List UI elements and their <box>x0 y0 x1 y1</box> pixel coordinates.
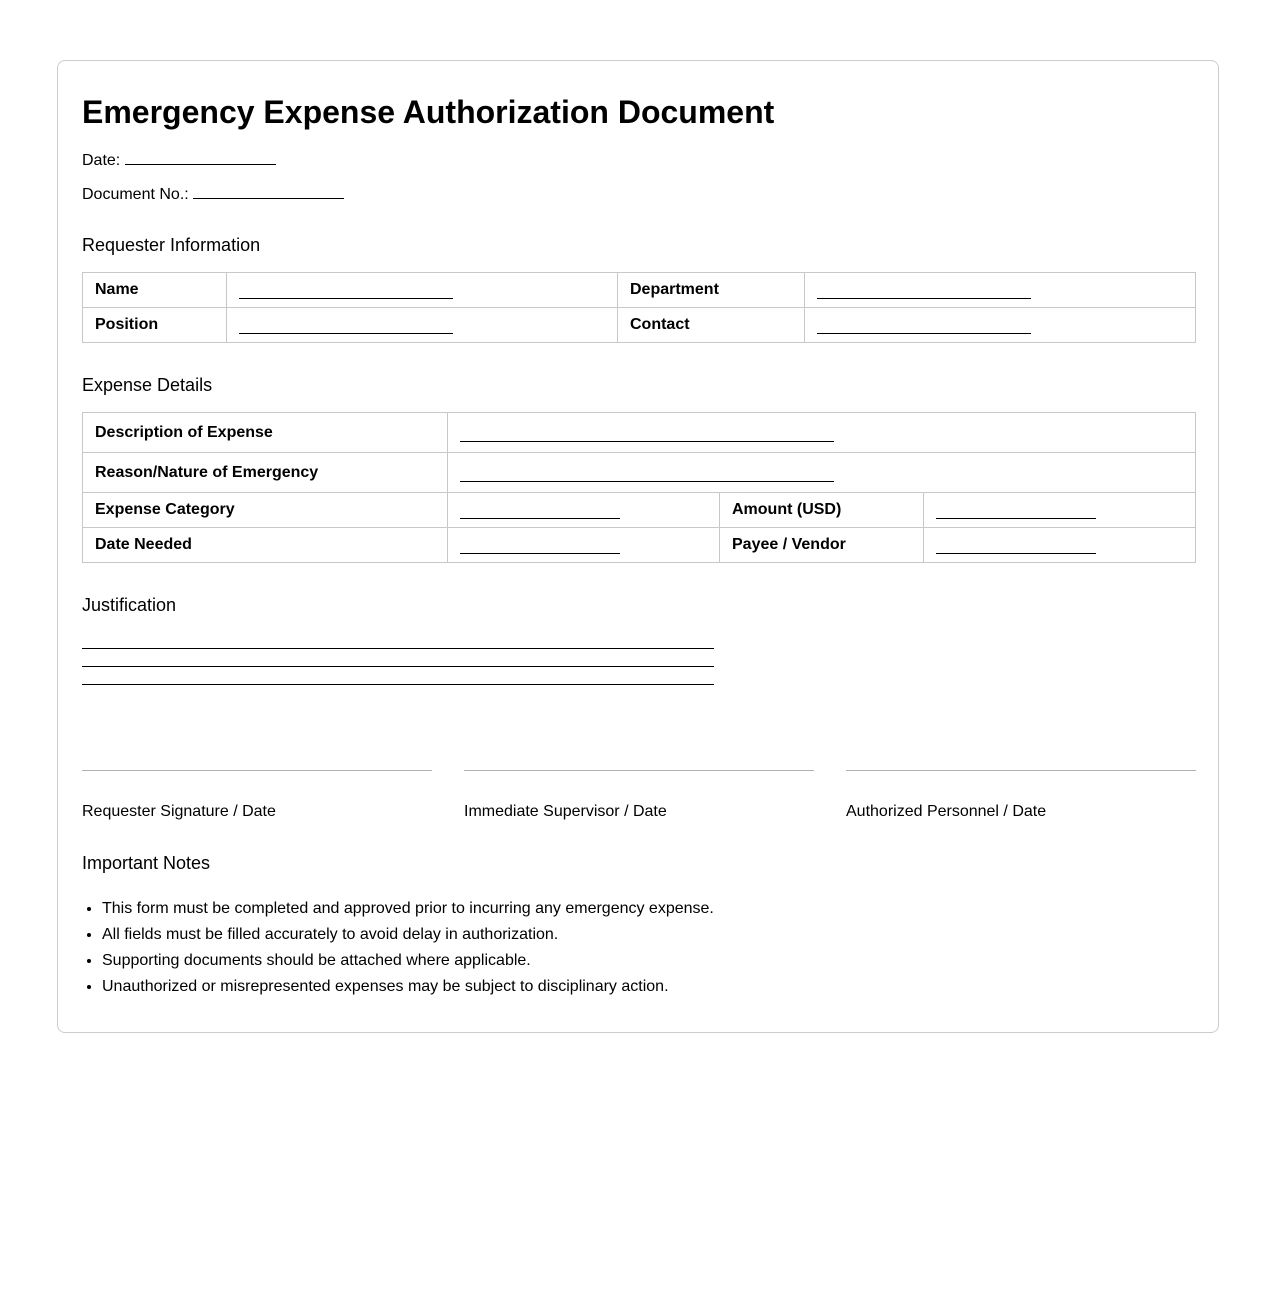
name-cell <box>227 273 618 308</box>
category-label: Expense Category <box>83 493 448 528</box>
description-cell <box>448 413 1196 453</box>
payee-label: Payee / Vendor <box>720 528 924 563</box>
authorized-signature-block <box>846 770 1196 822</box>
requester-signature-label: Requester Signature / Date <box>82 803 276 820</box>
list-item: • All fields must be filled accurately to avoid delay in authorization. <box>102 922 714 948</box>
date-needed-field[interactable] <box>460 539 620 554</box>
table-row <box>83 528 1196 563</box>
date-label: Date: <box>82 152 121 169</box>
position-label: Position <box>83 308 227 343</box>
supervisor-signature-line[interactable] <box>464 770 814 771</box>
list-item: • Supporting documents should be attached where applicable. <box>102 948 714 974</box>
notes-list <box>82 896 714 1000</box>
reason-label: Reason/Nature of Emergency <box>83 453 448 493</box>
amount-cell <box>924 493 1196 528</box>
requester-signature-line[interactable] <box>82 770 432 771</box>
table-row <box>83 273 1196 308</box>
category-field[interactable] <box>460 504 620 519</box>
list-item: • This form must be completed and approved prior to incurring any emergency expense. <box>102 896 714 922</box>
document-card <box>57 60 1219 1033</box>
document-number-label: Document No.: <box>82 186 189 203</box>
date-field[interactable] <box>125 150 276 165</box>
supervisor-signature-label: Immediate Supervisor / Date <box>464 803 667 820</box>
name-label: Name <box>83 273 227 308</box>
requester-section-title: Requester Information <box>82 235 261 255</box>
table-row <box>83 308 1196 343</box>
department-field[interactable] <box>817 284 1031 299</box>
notes-section-title: Important Notes <box>82 853 211 873</box>
amount-field[interactable] <box>936 504 1096 519</box>
justification-line-3[interactable] <box>82 684 714 685</box>
description-label: Description of Expense <box>83 413 448 453</box>
position-cell <box>227 308 618 343</box>
date-row <box>82 150 276 171</box>
contact-cell <box>805 308 1196 343</box>
table-row <box>83 493 1196 528</box>
payee-field[interactable] <box>936 539 1096 554</box>
expense-section-title: Expense Details <box>82 375 213 395</box>
payee-cell <box>924 528 1196 563</box>
date-needed-label: Date Needed <box>83 528 448 563</box>
list-item: • Unauthorized or misrepresented expenses may be subject to disciplinary action. <box>102 974 714 1000</box>
expense-table <box>82 412 1196 563</box>
requester-table <box>82 272 1196 343</box>
authorized-signature-label: Authorized Personnel / Date <box>846 803 1047 820</box>
reason-field[interactable] <box>460 467 834 482</box>
reason-cell <box>448 453 1196 493</box>
amount-label: Amount (USD) <box>720 493 924 528</box>
category-cell <box>448 493 720 528</box>
justification-line-1[interactable] <box>82 648 714 649</box>
document-title: Emergency Expense Authorization Document <box>82 94 775 130</box>
table-row <box>83 453 1196 493</box>
justification-line-2[interactable] <box>82 666 714 667</box>
contact-label: Contact <box>618 308 805 343</box>
authorized-signature-line[interactable] <box>846 770 1196 771</box>
position-field[interactable] <box>239 319 453 334</box>
requester-signature-block <box>82 770 432 822</box>
date-needed-cell <box>448 528 720 563</box>
table-row <box>83 413 1196 453</box>
contact-field[interactable] <box>817 319 1031 334</box>
document-number-row <box>82 184 344 205</box>
supervisor-signature-block <box>464 770 814 822</box>
document-number-field[interactable] <box>193 184 344 199</box>
description-field[interactable] <box>460 427 834 442</box>
department-cell <box>805 273 1196 308</box>
justification-section-title: Justification <box>82 595 177 615</box>
name-field[interactable] <box>239 284 453 299</box>
department-label: Department <box>618 273 805 308</box>
